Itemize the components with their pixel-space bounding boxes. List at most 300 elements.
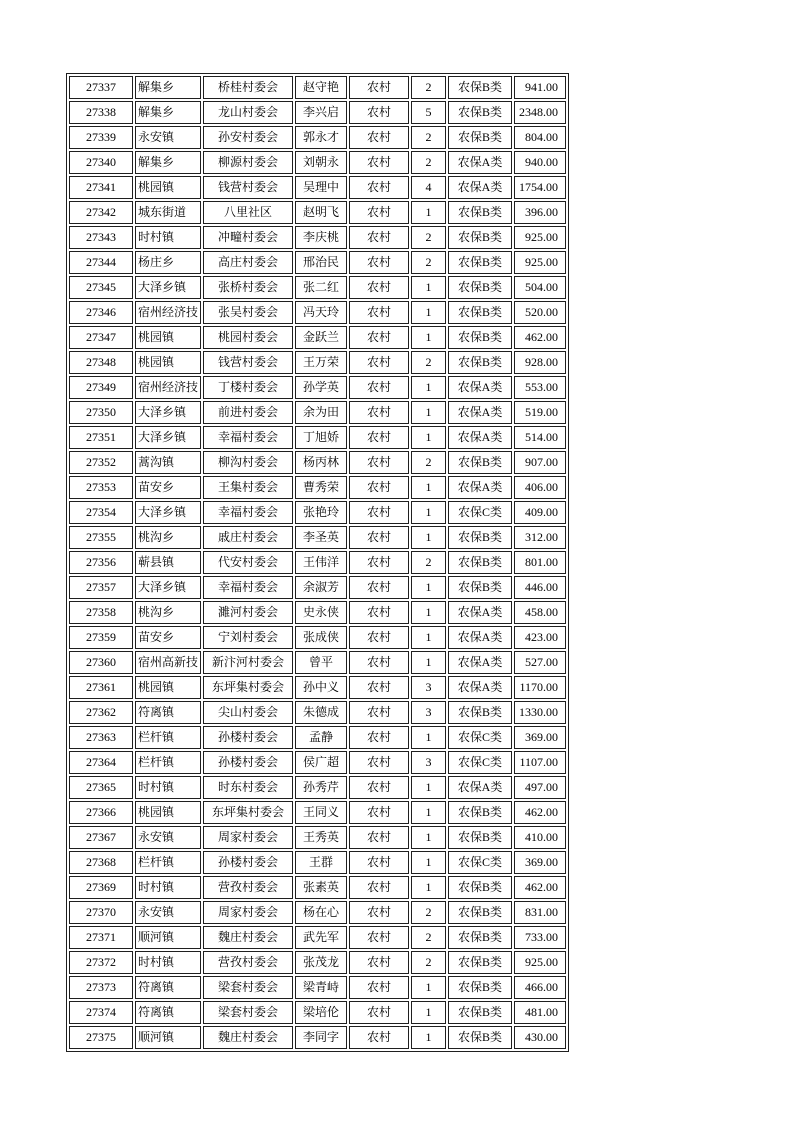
cell-record-id: 27369 (69, 876, 133, 899)
cell-town: 宿州经济技 (135, 301, 201, 324)
cell-village-committee: 魏庄村委会 (203, 926, 293, 949)
cell-insurance-category: 农保A类 (448, 651, 512, 674)
cell-person-name: 杨在心 (295, 901, 347, 924)
cell-residence-type: 农村 (349, 676, 409, 699)
cell-person-count: 4 (411, 176, 446, 199)
cell-record-id: 27374 (69, 1001, 133, 1024)
cell-person-name: 余淑芳 (295, 576, 347, 599)
cell-person-count: 2 (411, 451, 446, 474)
cell-person-name: 丁旭娇 (295, 426, 347, 449)
table-row (69, 926, 566, 949)
table-row (69, 251, 566, 274)
table-row (69, 651, 566, 674)
table-row (69, 776, 566, 799)
cell-insurance-category: 农保B类 (448, 526, 512, 549)
cell-village-committee: 孙安村委会 (203, 126, 293, 149)
cell-insurance-category: 农保A类 (448, 376, 512, 399)
cell-person-name: 郭永才 (295, 126, 347, 149)
cell-village-committee: 时东村委会 (203, 776, 293, 799)
table-row (69, 476, 566, 499)
cell-village-committee: 梁套村委会 (203, 976, 293, 999)
cell-amount: 925.00 (514, 951, 566, 974)
cell-amount: 1107.00 (514, 751, 566, 774)
cell-town: 时村镇 (135, 226, 201, 249)
cell-village-committee: 孙楼村委会 (203, 751, 293, 774)
cell-person-count: 5 (411, 101, 446, 124)
cell-person-count: 1 (411, 826, 446, 849)
cell-amount: 462.00 (514, 801, 566, 824)
cell-amount: 481.00 (514, 1001, 566, 1024)
cell-town: 桃园镇 (135, 326, 201, 349)
cell-residence-type: 农村 (349, 426, 409, 449)
cell-insurance-category: 农保B类 (448, 876, 512, 899)
table-row (69, 76, 566, 99)
cell-person-count: 1 (411, 576, 446, 599)
cell-insurance-category: 农保B类 (448, 126, 512, 149)
cell-town: 解集乡 (135, 151, 201, 174)
cell-insurance-category: 农保B类 (448, 301, 512, 324)
cell-amount: 410.00 (514, 826, 566, 849)
cell-residence-type: 农村 (349, 1001, 409, 1024)
cell-person-count: 1 (411, 851, 446, 874)
cell-town: 苗安乡 (135, 476, 201, 499)
cell-residence-type: 农村 (349, 576, 409, 599)
cell-town: 杨庄乡 (135, 251, 201, 274)
table-row (69, 276, 566, 299)
cell-insurance-category: 农保B类 (448, 901, 512, 924)
cell-town: 宿州经济技 (135, 376, 201, 399)
cell-person-count: 1 (411, 376, 446, 399)
cell-insurance-category: 农保C类 (448, 726, 512, 749)
cell-insurance-category: 农保B类 (448, 701, 512, 724)
cell-person-count: 2 (411, 226, 446, 249)
cell-record-id: 27341 (69, 176, 133, 199)
cell-insurance-category: 农保B类 (448, 951, 512, 974)
cell-person-count: 1 (411, 876, 446, 899)
cell-person-count: 1 (411, 601, 446, 624)
cell-residence-type: 农村 (349, 326, 409, 349)
cell-village-committee: 柳源村委会 (203, 151, 293, 174)
cell-town: 大泽乡镇 (135, 501, 201, 524)
table-row (69, 1001, 566, 1024)
cell-residence-type: 农村 (349, 701, 409, 724)
cell-insurance-category: 农保B类 (448, 551, 512, 574)
cell-village-committee: 营孜村委会 (203, 951, 293, 974)
table-row (69, 151, 566, 174)
cell-person-name: 张茂龙 (295, 951, 347, 974)
table-row (69, 351, 566, 374)
cell-village-committee: 幸福村委会 (203, 576, 293, 599)
cell-village-committee: 钱营村委会 (203, 351, 293, 374)
cell-person-name: 孙中义 (295, 676, 347, 699)
table-row (69, 426, 566, 449)
cell-person-count: 1 (411, 976, 446, 999)
cell-person-count: 1 (411, 201, 446, 224)
cell-amount: 504.00 (514, 276, 566, 299)
cell-residence-type: 农村 (349, 651, 409, 674)
cell-insurance-category: 农保A类 (448, 401, 512, 424)
cell-insurance-category: 农保C类 (448, 501, 512, 524)
cell-insurance-category: 农保B类 (448, 801, 512, 824)
cell-village-committee: 周家村委会 (203, 901, 293, 924)
cell-record-id: 27372 (69, 951, 133, 974)
cell-record-id: 27351 (69, 426, 133, 449)
cell-record-id: 27371 (69, 926, 133, 949)
cell-residence-type: 农村 (349, 826, 409, 849)
cell-village-committee: 钱营村委会 (203, 176, 293, 199)
cell-insurance-category: 农保B类 (448, 926, 512, 949)
cell-person-name: 王群 (295, 851, 347, 874)
cell-person-name: 杨丙林 (295, 451, 347, 474)
cell-amount: 801.00 (514, 551, 566, 574)
cell-insurance-category: 农保B类 (448, 976, 512, 999)
cell-amount: 925.00 (514, 226, 566, 249)
cell-village-committee: 孙楼村委会 (203, 851, 293, 874)
cell-town: 永安镇 (135, 126, 201, 149)
cell-amount: 907.00 (514, 451, 566, 474)
cell-record-id: 27356 (69, 551, 133, 574)
cell-residence-type: 农村 (349, 376, 409, 399)
cell-amount: 940.00 (514, 151, 566, 174)
table-row (69, 726, 566, 749)
cell-amount: 941.00 (514, 76, 566, 99)
cell-village-committee: 宁刘村委会 (203, 626, 293, 649)
cell-amount: 520.00 (514, 301, 566, 324)
table-row (69, 451, 566, 474)
cell-person-count: 1 (411, 801, 446, 824)
cell-person-count: 1 (411, 726, 446, 749)
cell-person-name: 张成侠 (295, 626, 347, 649)
cell-village-committee: 龙山村委会 (203, 101, 293, 124)
cell-village-committee: 营孜村委会 (203, 876, 293, 899)
cell-person-name: 余为田 (295, 401, 347, 424)
cell-record-id: 27347 (69, 326, 133, 349)
cell-insurance-category: 农保A类 (448, 676, 512, 699)
cell-amount: 396.00 (514, 201, 566, 224)
cell-record-id: 27355 (69, 526, 133, 549)
cell-person-name: 李庆桃 (295, 226, 347, 249)
cell-person-count: 1 (411, 276, 446, 299)
cell-residence-type: 农村 (349, 301, 409, 324)
cell-record-id: 27370 (69, 901, 133, 924)
cell-amount: 733.00 (514, 926, 566, 949)
cell-village-committee: 高庄村委会 (203, 251, 293, 274)
cell-residence-type: 农村 (349, 251, 409, 274)
cell-record-id: 27360 (69, 651, 133, 674)
cell-record-id: 27338 (69, 101, 133, 124)
cell-person-name: 史永侠 (295, 601, 347, 624)
cell-person-name: 李同字 (295, 1026, 347, 1049)
cell-town: 栏杆镇 (135, 726, 201, 749)
cell-village-committee: 魏庄村委会 (203, 1026, 293, 1049)
cell-record-id: 27373 (69, 976, 133, 999)
cell-insurance-category: 农保B类 (448, 201, 512, 224)
cell-person-name: 侯广超 (295, 751, 347, 774)
cell-record-id: 27363 (69, 726, 133, 749)
cell-person-count: 1 (411, 1001, 446, 1024)
cell-person-count: 2 (411, 351, 446, 374)
cell-person-name: 朱德成 (295, 701, 347, 724)
cell-person-count: 1 (411, 326, 446, 349)
cell-record-id: 27365 (69, 776, 133, 799)
cell-person-count: 1 (411, 776, 446, 799)
cell-town: 时村镇 (135, 776, 201, 799)
cell-insurance-category: 农保A类 (448, 426, 512, 449)
cell-village-committee: 八里社区 (203, 201, 293, 224)
cell-record-id: 27364 (69, 751, 133, 774)
cell-town: 永安镇 (135, 826, 201, 849)
cell-person-count: 2 (411, 901, 446, 924)
cell-person-count: 3 (411, 751, 446, 774)
cell-amount: 430.00 (514, 1026, 566, 1049)
cell-record-id: 27342 (69, 201, 133, 224)
cell-person-count: 1 (411, 476, 446, 499)
cell-amount: 423.00 (514, 626, 566, 649)
cell-village-committee: 桃园村委会 (203, 326, 293, 349)
cell-insurance-category: 农保B类 (448, 251, 512, 274)
cell-village-committee: 丁楼村委会 (203, 376, 293, 399)
cell-village-committee: 张吴村委会 (203, 301, 293, 324)
cell-village-committee: 新汴河村委会 (203, 651, 293, 674)
benefit-table-body (69, 76, 566, 1049)
cell-record-id: 27362 (69, 701, 133, 724)
cell-insurance-category: 农保C类 (448, 851, 512, 874)
cell-village-committee: 柳沟村委会 (203, 451, 293, 474)
cell-town: 桃园镇 (135, 176, 201, 199)
cell-town: 大泽乡镇 (135, 426, 201, 449)
cell-village-committee: 前进村委会 (203, 401, 293, 424)
cell-person-name: 刘朝永 (295, 151, 347, 174)
cell-person-name: 王伟洋 (295, 551, 347, 574)
cell-residence-type: 农村 (349, 851, 409, 874)
cell-person-name: 曾平 (295, 651, 347, 674)
cell-amount: 406.00 (514, 476, 566, 499)
table-row (69, 851, 566, 874)
cell-person-name: 孟静 (295, 726, 347, 749)
cell-record-id: 27359 (69, 626, 133, 649)
table-row (69, 901, 566, 924)
cell-residence-type: 农村 (349, 976, 409, 999)
table-row (69, 526, 566, 549)
cell-village-committee: 尖山村委会 (203, 701, 293, 724)
cell-person-name: 张素英 (295, 876, 347, 899)
table-row (69, 626, 566, 649)
cell-amount: 458.00 (514, 601, 566, 624)
cell-town: 大泽乡镇 (135, 576, 201, 599)
cell-record-id: 27349 (69, 376, 133, 399)
cell-residence-type: 农村 (349, 126, 409, 149)
cell-insurance-category: 农保B类 (448, 76, 512, 99)
cell-village-committee: 张桥村委会 (203, 276, 293, 299)
cell-person-name: 张艳玲 (295, 501, 347, 524)
cell-person-name: 邢治民 (295, 251, 347, 274)
cell-town: 城东街道 (135, 201, 201, 224)
cell-person-name: 李兴启 (295, 101, 347, 124)
cell-person-name: 李圣英 (295, 526, 347, 549)
cell-insurance-category: 农保B类 (448, 101, 512, 124)
cell-insurance-category: 农保A类 (448, 176, 512, 199)
cell-person-count: 2 (411, 951, 446, 974)
cell-residence-type: 农村 (349, 501, 409, 524)
cell-village-committee: 幸福村委会 (203, 426, 293, 449)
cell-record-id: 27339 (69, 126, 133, 149)
cell-town: 顺河镇 (135, 926, 201, 949)
cell-amount: 446.00 (514, 576, 566, 599)
cell-town: 解集乡 (135, 101, 201, 124)
cell-record-id: 27366 (69, 801, 133, 824)
cell-person-count: 2 (411, 151, 446, 174)
cell-amount: 369.00 (514, 851, 566, 874)
cell-record-id: 27337 (69, 76, 133, 99)
cell-residence-type: 农村 (349, 476, 409, 499)
cell-person-count: 1 (411, 526, 446, 549)
cell-amount: 527.00 (514, 651, 566, 674)
cell-record-id: 27353 (69, 476, 133, 499)
cell-person-count: 1 (411, 501, 446, 524)
cell-residence-type: 农村 (349, 151, 409, 174)
cell-record-id: 27340 (69, 151, 133, 174)
table-row (69, 126, 566, 149)
cell-amount: 1330.00 (514, 701, 566, 724)
cell-amount: 1754.00 (514, 176, 566, 199)
cell-person-name: 王秀英 (295, 826, 347, 849)
cell-person-count: 1 (411, 651, 446, 674)
cell-residence-type: 农村 (349, 901, 409, 924)
cell-residence-type: 农村 (349, 551, 409, 574)
table-row (69, 301, 566, 324)
cell-town: 蒿沟镇 (135, 451, 201, 474)
cell-person-name: 曹秀荣 (295, 476, 347, 499)
cell-insurance-category: 农保B类 (448, 1026, 512, 1049)
cell-amount: 514.00 (514, 426, 566, 449)
cell-record-id: 27346 (69, 301, 133, 324)
cell-amount: 925.00 (514, 251, 566, 274)
table-row (69, 701, 566, 724)
cell-person-name: 梁青峙 (295, 976, 347, 999)
cell-village-committee: 濉河村委会 (203, 601, 293, 624)
cell-residence-type: 农村 (349, 926, 409, 949)
cell-insurance-category: 农保B类 (448, 226, 512, 249)
cell-record-id: 27361 (69, 676, 133, 699)
cell-town: 桃园镇 (135, 801, 201, 824)
table-row (69, 876, 566, 899)
cell-person-count: 2 (411, 251, 446, 274)
cell-amount: 928.00 (514, 351, 566, 374)
cell-residence-type: 农村 (349, 1026, 409, 1049)
cell-person-name: 武先军 (295, 926, 347, 949)
cell-residence-type: 农村 (349, 626, 409, 649)
table-row (69, 976, 566, 999)
cell-insurance-category: 农保B类 (448, 276, 512, 299)
cell-village-committee: 东坪集村委会 (203, 801, 293, 824)
cell-record-id: 27354 (69, 501, 133, 524)
table-row (69, 226, 566, 249)
cell-person-count: 1 (411, 426, 446, 449)
cell-insurance-category: 农保B类 (448, 451, 512, 474)
cell-person-name: 赵明飞 (295, 201, 347, 224)
cell-record-id: 27343 (69, 226, 133, 249)
cell-insurance-category: 农保A类 (448, 476, 512, 499)
cell-town: 解集乡 (135, 76, 201, 99)
table-row (69, 101, 566, 124)
cell-insurance-category: 农保A类 (448, 601, 512, 624)
cell-person-count: 2 (411, 551, 446, 574)
table-row (69, 951, 566, 974)
cell-person-name: 王同义 (295, 801, 347, 824)
cell-town: 时村镇 (135, 951, 201, 974)
cell-residence-type: 农村 (349, 776, 409, 799)
cell-amount: 312.00 (514, 526, 566, 549)
cell-person-count: 1 (411, 301, 446, 324)
cell-amount: 462.00 (514, 326, 566, 349)
cell-town: 桃沟乡 (135, 601, 201, 624)
cell-town: 永安镇 (135, 901, 201, 924)
cell-residence-type: 农村 (349, 76, 409, 99)
cell-insurance-category: 农保B类 (448, 351, 512, 374)
table-row (69, 176, 566, 199)
cell-record-id: 27345 (69, 276, 133, 299)
cell-residence-type: 农村 (349, 226, 409, 249)
cell-town: 符离镇 (135, 976, 201, 999)
cell-insurance-category: 农保B类 (448, 826, 512, 849)
cell-person-count: 2 (411, 126, 446, 149)
cell-town: 符离镇 (135, 1001, 201, 1024)
table-row (69, 601, 566, 624)
cell-town: 蕲县镇 (135, 551, 201, 574)
table-row (69, 376, 566, 399)
cell-town: 大泽乡镇 (135, 401, 201, 424)
cell-amount: 1170.00 (514, 676, 566, 699)
table-row (69, 551, 566, 574)
cell-insurance-category: 农保B类 (448, 1001, 512, 1024)
table-row (69, 801, 566, 824)
cell-insurance-category: 农保C类 (448, 751, 512, 774)
cell-person-name: 赵守艳 (295, 76, 347, 99)
cell-residence-type: 农村 (349, 751, 409, 774)
cell-town: 栏杆镇 (135, 751, 201, 774)
cell-record-id: 27358 (69, 601, 133, 624)
cell-town: 大泽乡镇 (135, 276, 201, 299)
cell-residence-type: 农村 (349, 951, 409, 974)
cell-insurance-category: 农保B类 (448, 576, 512, 599)
cell-insurance-category: 农保B类 (448, 326, 512, 349)
cell-amount: 831.00 (514, 901, 566, 924)
cell-town: 桃园镇 (135, 676, 201, 699)
cell-amount: 462.00 (514, 876, 566, 899)
cell-town: 苗安乡 (135, 626, 201, 649)
cell-record-id: 27352 (69, 451, 133, 474)
table-row (69, 501, 566, 524)
cell-amount: 804.00 (514, 126, 566, 149)
cell-person-count: 1 (411, 1026, 446, 1049)
cell-amount: 2348.00 (514, 101, 566, 124)
cell-person-count: 2 (411, 926, 446, 949)
cell-residence-type: 农村 (349, 401, 409, 424)
cell-person-name: 孙秀芹 (295, 776, 347, 799)
cell-village-committee: 幸福村委会 (203, 501, 293, 524)
cell-amount: 409.00 (514, 501, 566, 524)
cell-town: 顺河镇 (135, 1026, 201, 1049)
cell-person-name: 孙学英 (295, 376, 347, 399)
cell-person-count: 3 (411, 676, 446, 699)
cell-amount: 497.00 (514, 776, 566, 799)
cell-amount: 553.00 (514, 376, 566, 399)
table-row (69, 201, 566, 224)
cell-village-committee: 周家村委会 (203, 826, 293, 849)
cell-village-committee: 冲疃村委会 (203, 226, 293, 249)
table-row (69, 751, 566, 774)
cell-residence-type: 农村 (349, 601, 409, 624)
